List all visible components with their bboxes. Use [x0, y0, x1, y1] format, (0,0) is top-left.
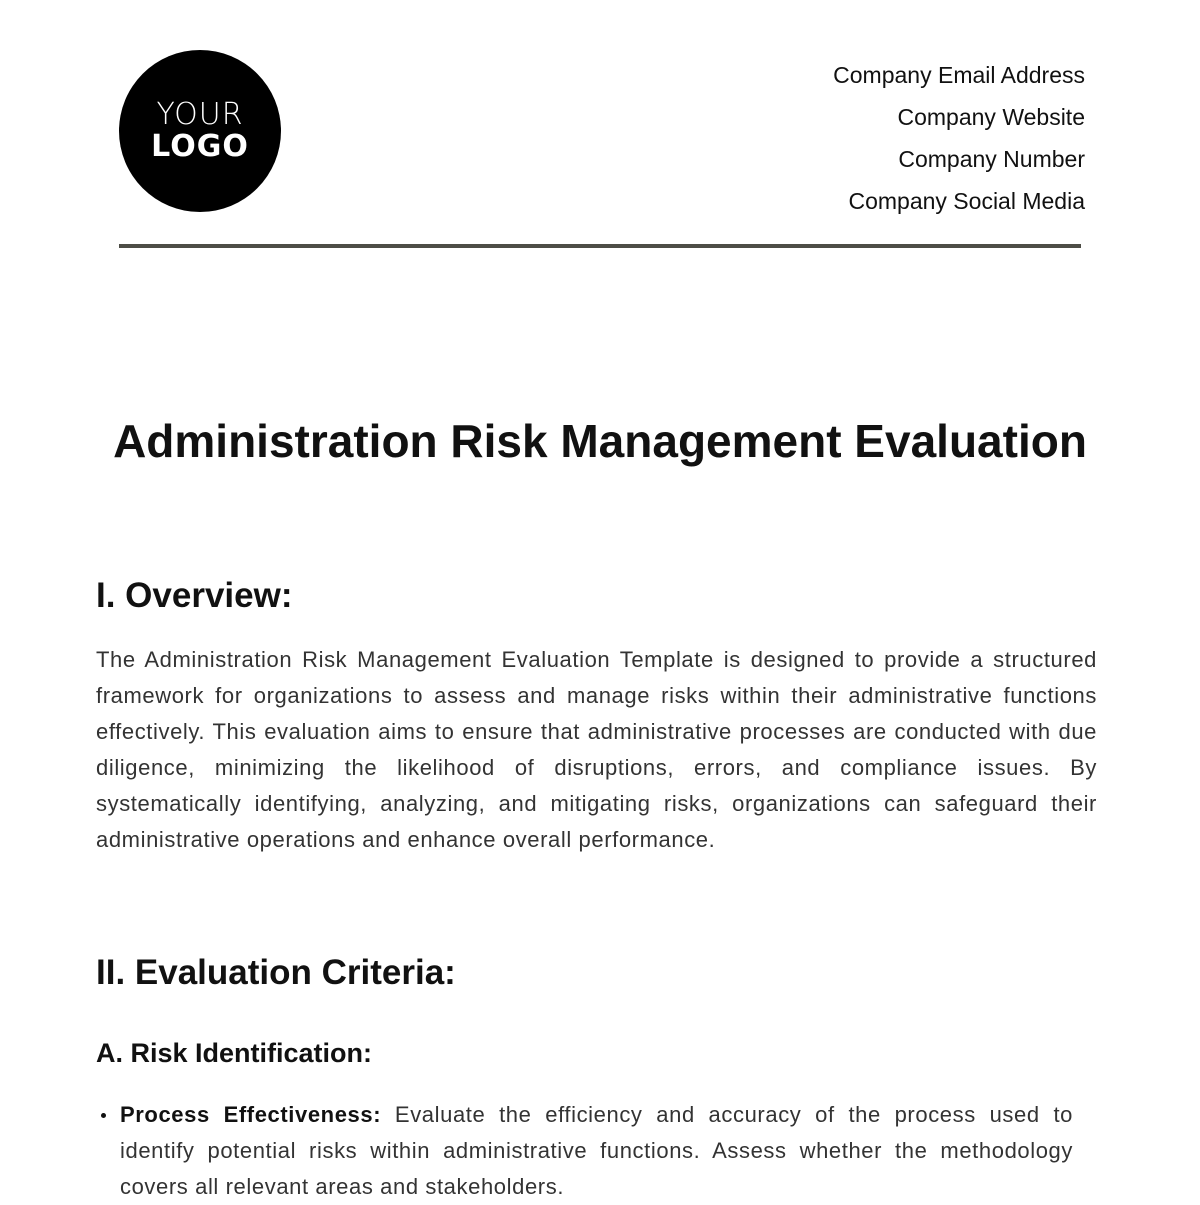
list-item-term: Process Effectiveness: — [120, 1102, 382, 1127]
header-divider — [119, 244, 1081, 248]
overview-paragraph: The Administration Risk Management Evaluation Template is designed to provide a structured framework for organizations to assess and manage risks within their administrative functions effectively. This evaluation aims to ensure that administrative processes are conducted with due diligence, minimizing the likelihood of disruptions, errors, and compliance issues. By systematically identifying, analyzing, and mitigating risks, organizations can safeguard their administrative operations and enhance overall performance. — [96, 647, 1097, 852]
list-item — [96, 1097, 1073, 1205]
document-header — [0, 0, 1200, 260]
bullet-icon — [101, 1113, 106, 1118]
document-title: Administration Risk Management Evaluation — [113, 415, 1087, 467]
section-heading-overview: I. Overview: — [96, 576, 293, 615]
section-heading-evaluation-criteria: II. Evaluation Criteria: — [96, 953, 456, 992]
list-item-text: Evaluate the efficiency and accuracy of the process used to identify potential risks within administrative functions. Assess whether the methodology covers all relevant areas and stakeholders. — [120, 1102, 1073, 1199]
logo-text-line2: LOGO — [151, 129, 249, 164]
subsection-heading-risk-identification: A. Risk Identification: — [96, 1038, 373, 1068]
risk-identification-list — [96, 1097, 1073, 1205]
company-social-media: Company Social Media — [848, 188, 1085, 214]
company-contact-block — [833, 54, 1085, 222]
company-number: Company Number — [898, 146, 1085, 172]
company-website: Company Website — [897, 104, 1085, 130]
company-email: Company Email Address — [833, 62, 1085, 88]
company-logo — [119, 50, 281, 212]
logo-text-line1: YOUR — [156, 97, 244, 132]
